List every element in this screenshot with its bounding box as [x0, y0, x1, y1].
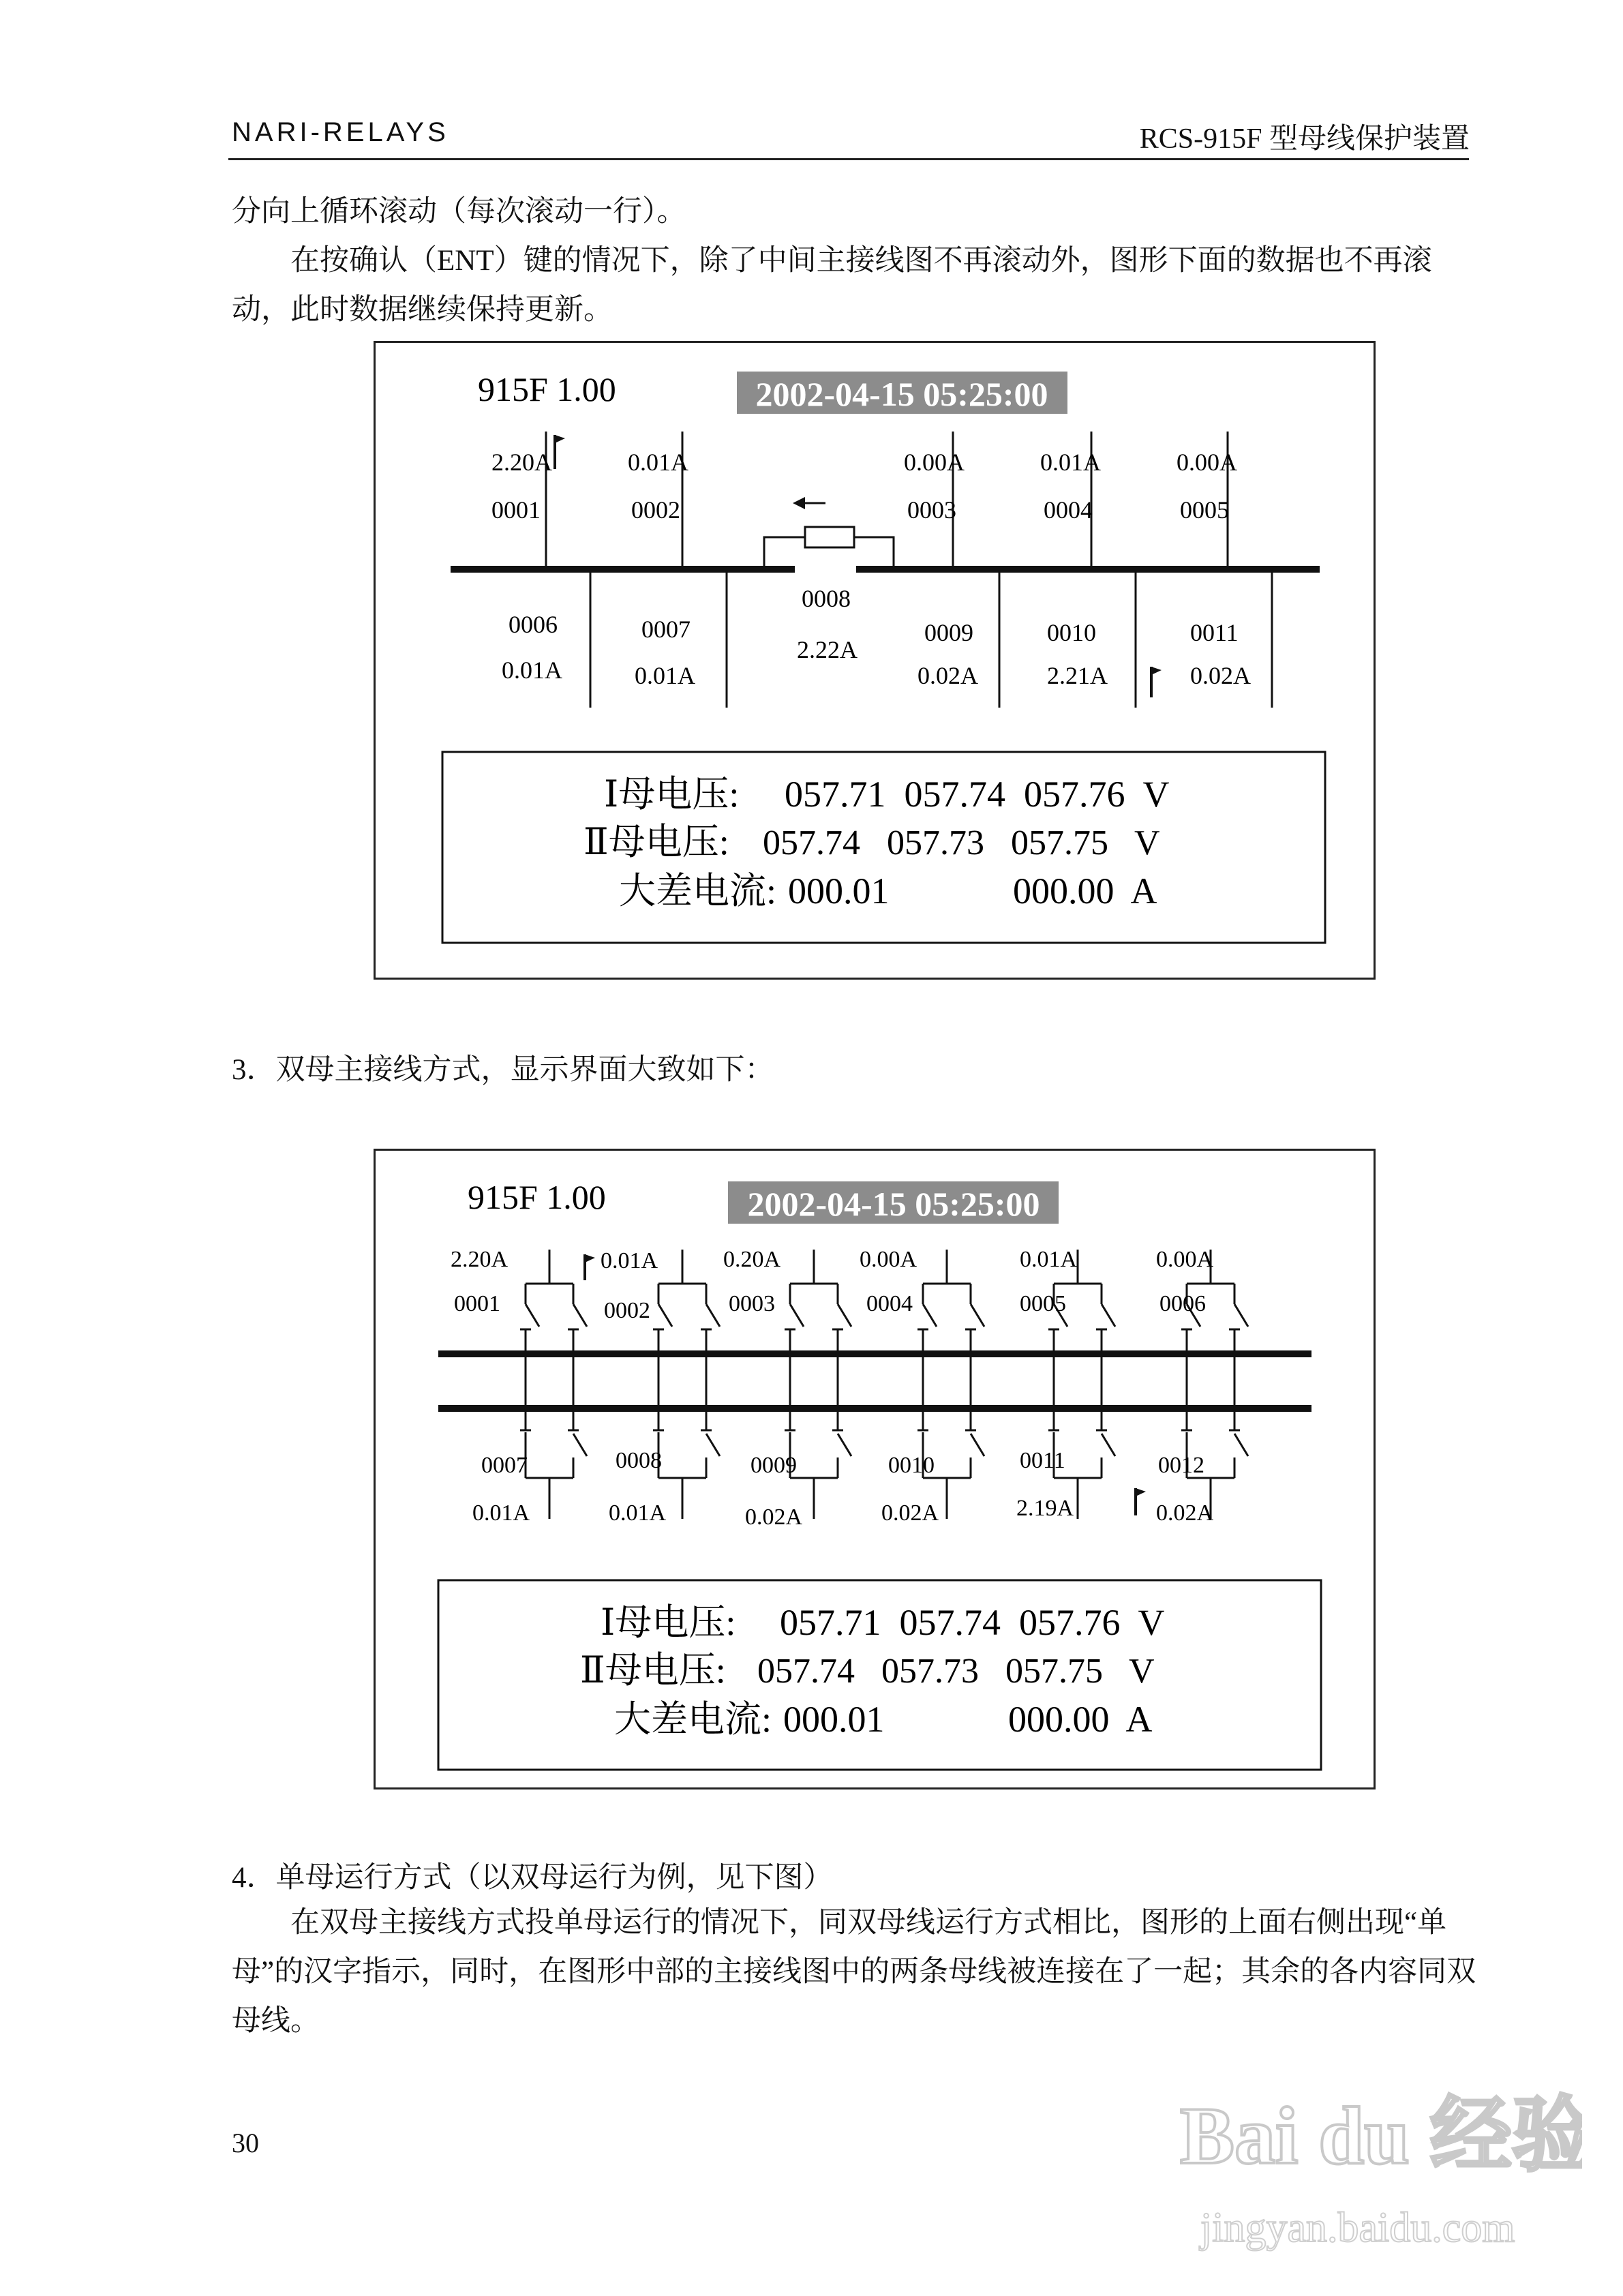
- f1-top-current-1: 2.20A: [491, 449, 552, 476]
- f1-diff-value1: 000.01: [788, 871, 890, 911]
- f1-top-current-3: 0.00A: [904, 449, 965, 476]
- f2-top-current-3: 0.20A: [723, 1247, 781, 1272]
- f1-flag-icon: [1151, 667, 1162, 675]
- f2-bottom-current-8: 0.01A: [609, 1500, 667, 1526]
- figure1-diagram: [376, 343, 1378, 982]
- f2-top-current-5: 0.01A: [1020, 1247, 1078, 1272]
- f1-top-current-5: 0.00A: [1177, 449, 1237, 476]
- f2-top-current-4: 0.00A: [860, 1247, 917, 1272]
- intro-paragraph: 在按确认（ENT）键的情况下，除了中间主接线图不再滚动外，图形下面的数据也不再滚动，此时数据继续保持更新。: [232, 245, 1432, 326]
- f2-flag-icon: [585, 1254, 595, 1263]
- f2-bus1-label: Ⅰ母电压:: [601, 1602, 736, 1643]
- f1-bottom-id-8: 0008: [802, 585, 851, 612]
- page-number: 30: [232, 2128, 259, 2158]
- f2-diff-value2: 000.00 A: [1008, 1699, 1153, 1740]
- f2-bottom-current-11: 2.19A: [1016, 1496, 1074, 1521]
- f1-bottom-current-6: 0.01A: [502, 656, 562, 684]
- figure2-panel: [374, 1149, 1376, 1789]
- baidu-logo-icon: [1173, 2061, 1582, 2272]
- f2-bottom-id-7: 0007: [481, 1453, 528, 1478]
- f2-bottom-id-10: 0010: [888, 1453, 935, 1478]
- f1-version: 915F 1.00: [478, 370, 616, 408]
- f1-top-id-5: 0005: [1180, 496, 1229, 524]
- f2-datetime: 2002-04-15 05:25:00: [747, 1185, 1040, 1223]
- f2-top-current-2: 0.01A: [601, 1248, 658, 1273]
- f2-top-id-1: 0001: [454, 1291, 500, 1316]
- f2-bays: [520, 1250, 1248, 1519]
- f2-bottom-current-12: 0.02A: [1156, 1500, 1214, 1526]
- f2-bottom-current-7: 0.01A: [472, 1500, 530, 1526]
- f2-bottom-id-12: 0012: [1158, 1453, 1204, 1478]
- f2-disconnector-blade: [573, 1434, 587, 1456]
- watermark-brand: Bai du 经验: [1180, 2090, 1582, 2181]
- f2-bus1-values: 057.71 057.74 057.76 V: [780, 1602, 1165, 1643]
- f2-disconnector-blade: [1234, 1304, 1248, 1327]
- section3-caption: 3．双母主接线方式，显示界面大致如下：: [232, 1054, 774, 1086]
- f2-bottom-current-10: 0.02A: [881, 1500, 939, 1526]
- f2-bus2-values: 057.74 057.73 057.75 V: [757, 1652, 1155, 1691]
- f1-top-id-1: 0001: [491, 496, 541, 524]
- figure2-diagram: [376, 1151, 1378, 1792]
- f1-bus2-values: 057.74 057.73 057.75 V: [763, 824, 1160, 862]
- intro-line: 分向上循环滚动（每次滚动一行）。: [232, 196, 686, 228]
- header-title: RCS-915F 型母线保护装置: [1139, 123, 1470, 155]
- f1-top-current-2: 0.01A: [628, 449, 688, 476]
- f1-bottom-id-6: 0006: [509, 611, 558, 638]
- f2-top-id-6: 0006: [1159, 1291, 1206, 1316]
- f1-bottom-current-8: 2.22A: [797, 636, 858, 663]
- f2-disconnector-blade: [971, 1304, 984, 1327]
- f2-bottom-id-11: 0011: [1020, 1448, 1065, 1473]
- f2-disconnector-blade: [790, 1304, 804, 1327]
- f2-disconnector-blade: [838, 1304, 851, 1327]
- f1-bottom-current-9: 0.02A: [917, 662, 978, 689]
- f1-bus2-label: Ⅱ母电压:: [583, 821, 729, 862]
- f1-arrow-head: [793, 497, 805, 509]
- f1-bottom-id-11: 0011: [1190, 619, 1239, 646]
- f2-disconnector-blade: [971, 1434, 984, 1456]
- f2-diff-label: 大差电流:: [614, 1699, 772, 1740]
- f1-top-id-2: 0002: [631, 496, 680, 524]
- f1-top-current-4: 0.01A: [1040, 449, 1101, 476]
- f2-top-id-4: 0004: [866, 1291, 913, 1316]
- f2-bottom-current-9: 0.02A: [745, 1505, 803, 1530]
- f1-top-id-3: 0003: [907, 496, 956, 524]
- f1-bottom-id-10: 0010: [1047, 619, 1096, 646]
- f2-disconnector-blade: [838, 1434, 851, 1456]
- f2-disconnector-blade: [526, 1304, 539, 1327]
- f2-top-current-6: 0.00A: [1156, 1247, 1214, 1272]
- f1-bottom-current-11: 0.02A: [1190, 662, 1251, 689]
- section4-caption: 4．单母运行方式（以双母运行为例，见下图）: [232, 1862, 833, 1894]
- f2-bottom-id-9: 0009: [750, 1453, 797, 1478]
- f2-disconnector-blade: [573, 1304, 587, 1327]
- f1-bus1-label: Ⅰ母电压:: [604, 774, 740, 815]
- f2-top-id-5: 0005: [1020, 1291, 1066, 1316]
- f2-disconnector-blade: [923, 1304, 937, 1327]
- section4-paragraph: 在双母主接线方式投单母运行的情况下，同双母线运行方式相比，图形的上面右侧出现“单母”的汉字指示，同时，在图形中部的主接线图中的两条母线被连接在了一起；其余的各内容同双母线。: [232, 1907, 1476, 2037]
- f1-bus1-values: 057.71 057.74 057.76 V: [785, 774, 1170, 815]
- f2-top-id-3: 0003: [729, 1291, 775, 1316]
- f1-bottom-current-10: 2.21A: [1047, 662, 1108, 689]
- f2-bottom-id-8: 0008: [616, 1448, 662, 1473]
- f2-disconnector-blade: [1102, 1304, 1115, 1327]
- f2-flag-icon: [1136, 1488, 1146, 1496]
- f1-diff-label: 大差电流:: [619, 871, 777, 911]
- f1-bottom-current-7: 0.01A: [635, 662, 695, 689]
- f2-diff-value1: 000.01: [783, 1699, 885, 1740]
- f1-datetime: 2002-04-15 05:25:00: [755, 375, 1048, 413]
- f2-version: 915F 1.00: [468, 1178, 606, 1216]
- figure1-panel: [374, 341, 1376, 980]
- f2-disconnector-blade: [658, 1304, 672, 1327]
- watermark-url: jingyan.baidu.com: [1200, 2205, 1515, 2251]
- f2-top-id-2: 0002: [604, 1298, 650, 1323]
- f2-disconnector-blade: [1102, 1434, 1115, 1456]
- f1-top-id-4: 0004: [1044, 496, 1093, 524]
- f1-bottom-id-7: 0007: [641, 616, 691, 643]
- f1-section-breaker: [805, 527, 854, 547]
- f2-disconnector-blade: [706, 1434, 720, 1456]
- f1-flag-icon: [555, 435, 565, 443]
- baidu-watermark: [1173, 2061, 1582, 2272]
- f2-top-current-1: 2.20A: [451, 1247, 509, 1272]
- f2-bus2-label: Ⅱ母电压:: [580, 1650, 726, 1691]
- f2-disconnector-blade: [706, 1304, 720, 1327]
- f1-bottom-id-9: 0009: [924, 619, 973, 646]
- f2-disconnector-blade: [1234, 1434, 1248, 1456]
- header-brand: NARI-RELAYS: [232, 117, 449, 147]
- f1-diff-value2: 000.00 A: [1013, 871, 1157, 911]
- header-rule: [228, 158, 1469, 160]
